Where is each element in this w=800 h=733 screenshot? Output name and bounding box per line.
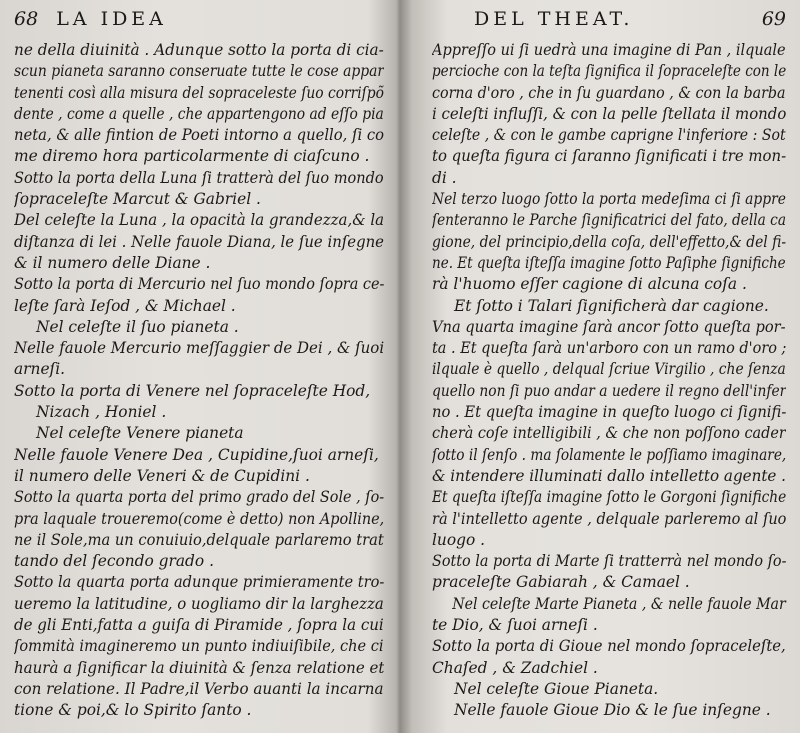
text-line: quello non ſi puo andar a uedere il regno dell'infer [432,381,786,400]
text-line: tando del ſecondo grado . [14,552,214,571]
page-number: 68 [14,8,39,30]
text-line: gione, del principio,della coſa, dell'effetto,& del fi- [432,232,786,251]
text-line: Nel celeſte Marte Pianeta , & nelle fauole Mar [452,594,786,613]
right-page-text [432,40,786,722]
text-line: rà l'intelletto agente , delquale parleremo al ſuo [432,509,786,528]
text-line: Nel terzo luogo ſotto la porta medeſima ci ſi appre [432,190,786,209]
text-line: corna d'oro , che in ſu guardano , & con la barba [432,83,786,102]
text-line: leſte ſarà Ieſod , & Michael . [14,296,236,315]
left-page [0,0,390,733]
text-line: haurà a ſignificar la diuinità & ſenza relatione et [14,658,384,677]
right-page [410,0,800,733]
text-line: celeſte , & con le gambe caprigne l'inferiore : Sot [432,126,786,145]
text-line: Nelle fauole Gioue Dio & le ſue inſegne . [454,701,771,720]
text-line: diſtanza di lei . Nelle fauole Diana, le ſue inſegne [14,232,384,251]
text-line: praceleſte Gabiarah , & Camael . [432,573,690,592]
text-line: Sotto la porta di Gioue nel mondo ſopraceleſte, [432,637,786,656]
left-page-header [14,8,384,38]
running-head: DEL THEAT. [474,8,634,30]
right-page-header [432,8,786,38]
running-head: LA IDEA [56,8,167,30]
text-line: & intendere illuminati dallo intelletto agente . [432,466,786,485]
text-line: Nel celeſte Venere pianeta [36,424,244,443]
text-line: ſotto il ſenſo . ma ſolamente le poſſiamo imaginare, [432,445,786,464]
text-line: con relatione. Il Padre,il Verbo auanti la incarna [14,679,384,698]
text-line: neta, & alle fintion de Poeti intorno a quello, ſi co [14,126,384,145]
text-line: Nel celeſte il ſuo pianeta . [36,317,239,336]
text-line: percioche con la teſta ſignifica il ſopraceleſte con le [432,62,786,81]
text-line: dente , come a quelle , che appartengono ad eſſo pia [14,104,384,123]
text-line: tenenti così alla misura del sopraceleste ſuo corriſpõ [14,83,384,102]
text-line: Nizach , Honiel . [36,403,167,422]
text-line: Appreſſo ui ſi uedrà una imagine di Pan , ilquale [432,41,786,59]
text-line: Sotto la quarta porta adunque primieramente tro- [14,573,384,592]
text-line: Nelle fauole Mercurio meſſaggier de Dei , & ſuoi [14,339,384,358]
text-line: Vna quarta imagine ſarà ancor ſotto queſta por- [432,317,786,336]
text-line: me diremo hora particolarmente di ciaſcuno . [14,147,370,166]
text-line: arneſi. [14,360,66,379]
text-line: luogo . [432,530,486,549]
text-line: i celeſti influſſi, & con la pelle ſtellata il mondo [432,104,786,123]
text-line: ſommità imagineremo un punto indiuiſibile, che ci [14,637,384,656]
text-line: ne. Et queſta iſteſſa imagine ſotto Paſiphe ſignifiche [432,253,786,272]
text-line: tione & poi,& lo Spirito ſanto . [14,701,252,720]
text-line: ueremo la latitudine, o uogliamo dir la larghezza [14,594,384,613]
text-line: scun pianeta saranno conseruate tutte le cose appar [14,62,384,81]
text-line: Sotto la porta della Luna ſi tratterà del ſuo mondo [14,168,384,187]
text-line: Sotto la porta di Marte ſi tratterrà nel mondo ſo- [432,552,786,571]
text-line: rà l'huomo eſſer cagione di alcuna coſa . [432,275,747,294]
text-line: de gli Enti,fatta a guiſa di Piramide , ſopra la cui [14,616,384,635]
text-line: cherà coſe intelligibili , & che non poſſono cader [432,424,786,443]
text-line: Nel celeſte Gioue Pianeta. [454,679,659,698]
text-line: no . Et queſta imagine in queſto luogo ci ſignifi- [432,403,786,422]
text-line: Sotto la porta di Venere nel ſopraceleſte Hod, [14,381,371,400]
text-line: Sotto la porta di Mercurio nel ſuo mondo ſopra ce- [14,275,384,294]
text-line: ta . Et queſta ſarà un'arboro con un ramo d'oro ; [432,339,786,358]
text-line: to queſta figura ci ſaranno ſignificati i tre mon- [432,147,786,166]
left-page-text [14,40,384,722]
text-line: il numero delle Veneri & de Cupidini . [14,466,310,485]
text-line: ne della diuinità . Adunque sotto la porta di cia- [14,41,384,59]
text-line: Sotto la quarta porta del primo grado del Sole , ſo- [14,488,384,507]
text-line: Nelle fauole Venere Dea , Cupidine,ſuoi arneſi, [14,445,379,464]
text-line: Del celeſte la Luna , la opacità la grandezza,& la [14,211,384,230]
text-line: ne il Sole,ma un conuiuio,delquale parlaremo trat [14,530,384,549]
text-line: Et queſta iſteſſa imagine ſotto le Gorgoni ſignifiche [432,488,786,507]
text-line: te Dio, & ſuoi arneſi . [432,616,598,635]
text-line: pra laquale troueremo(come è detto) non Apolline, [14,509,384,528]
text-line: di . [432,168,457,187]
text-line: Chaſed , & Zadchiel . [432,658,598,677]
text-line: ſopraceleſte Marcut & Gabriel . [14,190,261,209]
text-line: Et ſotto i Talari ſignificherà dar cagione. [454,296,769,315]
page-number: 69 [761,8,786,30]
text-line: & il numero delle Diane . [14,253,211,272]
text-line: ſenteranno le Parche ſignificatrici del fato, della ca [432,211,786,230]
text-line: ilquale è quello , delqual ſcriue Virgilio , che ſenza [432,360,786,379]
